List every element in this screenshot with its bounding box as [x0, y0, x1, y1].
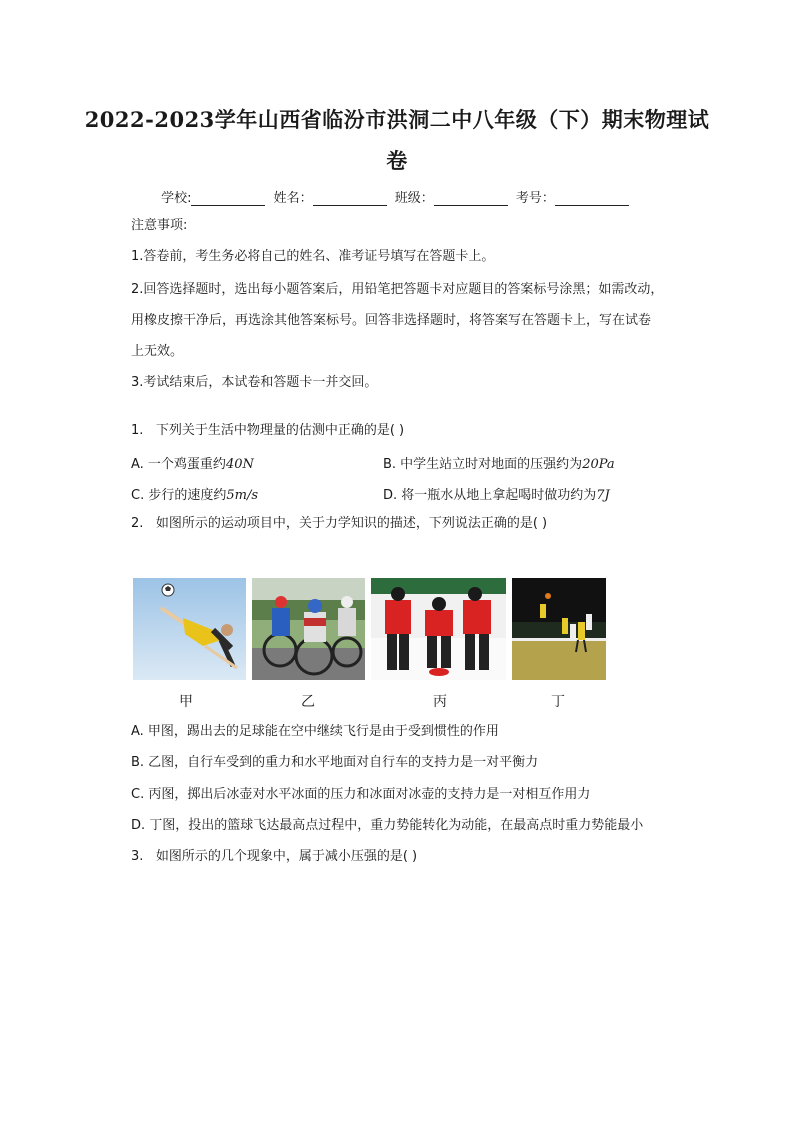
notice-line-3: 用橡皮擦干净后，再选涂其他答案标号。回答非选择题时，将答案写在答题卡上，写在试卷	[131, 313, 652, 328]
option-d-value: 7J	[596, 488, 610, 503]
question-2-option-b[interactable]: B. 乙图，自行车受到的重力和水平地面对自行车的支持力是一对平衡力	[131, 755, 539, 770]
question-2-stem	[131, 515, 547, 533]
question-1-option-c[interactable]	[131, 484, 258, 503]
exam-number-label: 考号：	[515, 191, 555, 206]
cycling-race-photo	[252, 578, 365, 680]
notice-title: 注意事项:	[131, 218, 188, 233]
notice-line-5: 3.考试结束后，本试卷和答题卡一并交回。	[131, 375, 378, 390]
question-3-number: 3.	[131, 849, 144, 864]
option-b-value: 20Pa	[582, 457, 615, 472]
photo-caption-bing: 丙	[433, 694, 447, 710]
school-label: 学校:	[161, 191, 192, 206]
option-a-value: 40N	[225, 457, 254, 472]
question-2-option-a[interactable]: A. 甲图，踢出去的足球能在空中继续飞行是由于受到惯性的作用	[131, 724, 499, 739]
school-blank[interactable]	[191, 191, 265, 206]
option-d-text: D. 将一瓶水从地上拿起喝时做功约为	[383, 488, 597, 503]
notice-line-1: 1.答卷前，考生务必将自己的姓名、准考证号填写在答题卡上。	[131, 249, 495, 264]
question-1-option-d[interactable]	[383, 484, 610, 503]
notice-line-2: 2.回答选择题时，选出每小题答案后，用铅笔把答题卡对应题目的答案标号涂黑；如需改动，	[131, 282, 664, 297]
notice-line-4: 上无效。	[131, 344, 184, 359]
paper-title-line2: 卷	[386, 148, 408, 173]
paper-title-line1: 2022-2023学年山西省临汾市洪洞二中八年级（下）期末物理试	[84, 107, 710, 132]
class-label: 班级：	[394, 191, 434, 206]
question-1-number: 1.	[131, 423, 144, 438]
question-2-option-d[interactable]: D. 丁图，投出的篮球飞达最高点过程中，重力势能转化为动能，在最高点时重力势能最小	[131, 818, 644, 833]
class-blank[interactable]	[434, 191, 508, 206]
question-1-text: 下列关于生活中物理量的估测中正确的是( )	[155, 423, 405, 438]
photo-caption-jia: 甲	[179, 694, 193, 710]
photo-caption-ding: 丁	[551, 694, 565, 710]
question-1-option-b[interactable]	[383, 453, 615, 472]
name-blank[interactable]	[313, 191, 387, 206]
curling-photo	[371, 578, 506, 680]
question-2-text: 如图所示的运动项目中，关于力学知识的描述，下列说法正确的是( )	[155, 516, 548, 531]
basketball-photo	[512, 578, 606, 680]
question-3-text: 如图所示的几个现象中，属于减小压强的是( )	[155, 849, 418, 864]
question-1-option-a[interactable]	[131, 453, 254, 472]
exam-number-blank[interactable]	[555, 191, 629, 206]
question-3-stem	[131, 848, 417, 866]
question-2-number: 2.	[131, 516, 144, 531]
option-c-text: C. 步行的速度约	[131, 488, 227, 503]
option-a-text: A. 一个鸡蛋重约	[131, 457, 226, 472]
soccer-kick-photo	[133, 578, 246, 680]
photo-caption-yi: 乙	[301, 694, 315, 710]
question-1-stem	[131, 422, 404, 440]
name-label: 姓名：	[273, 191, 313, 206]
student-info-line	[0, 187, 794, 206]
option-b-text: B. 中学生站立时对地面的压强约为	[383, 457, 583, 472]
option-c-value: 5m/s	[226, 488, 258, 503]
question-2-option-c[interactable]: C. 丙图，掷出后冰壶对水平冰面的压力和冰面对冰壶的支持力是一对相互作用力	[131, 787, 591, 802]
